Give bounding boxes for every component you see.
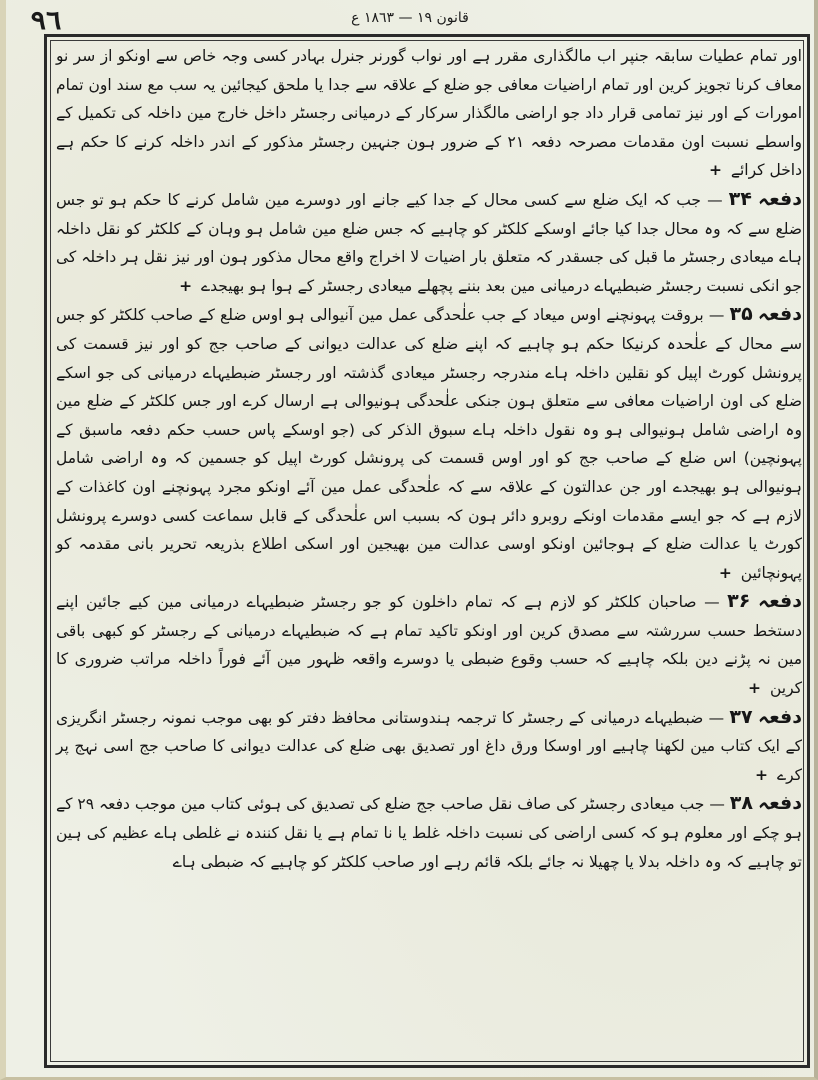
section-label: دفعہ (757, 705, 802, 728)
section-label: دفعہ (757, 303, 802, 326)
section-label: دفعہ (757, 590, 802, 613)
end-mark: + (748, 679, 762, 698)
section-number: ۳۷ (729, 705, 753, 728)
page-number: ٩٦ (30, 6, 62, 36)
section-label: دفعہ (757, 792, 802, 815)
section-37: دفعہ ۳۷ — ضبطیہاے درمیانی کے رجسٹر کا ترجمہ ہندوستانی محافظ دفتر کو بھی موجب نمونہ رجسٹر انگریزی کے ایک کتاب مین لکھنا چاہیے اور اوسکا ورق داغ اور تصدیق بھی ضلع کی عدالت دیوانی کا صاحب جج اسی نہج پر کرے + (56, 705, 802, 784)
end-mark: + (755, 765, 769, 784)
running-header: قانون ١٩ — ١٨٦٣ ع (351, 10, 469, 26)
paragraph-text: جب میعادی رجسٹر کی صاف نقل صاحب جج ضلع کی تصدیق کی ہوئی کتاب مین موجب دفعہ ۲۹ کے ہو چکے اور معلوم ہو کہ کسی اراضی کی نسبت داخلہ غلط یا نا تمام ہے یا نقل کنندہ نے غلطی ہاے عظیم کی ہین تو چاہیے کہ وہ داخلہ بدلا یا چھیلا نہ جائے بلکہ قائم رہے اور صاحب کلکٹر کو چاہیے کہ ضبطی ہاے (56, 795, 802, 871)
page-header (6, 4, 814, 34)
paragraph-text: ضبطیہاے درمیانی کے رجسٹر کا ترجمہ ہندوستانی محافظ دفتر کو بھی موجب نمونہ رجسٹر انگریزی کے ایک کتاب مین لکھنا چاہیے اور اوسکا ورق داغ اور تصدیق بھی ضلع کی عدالت دیوانی کا صاحب جج اسی نہج پر کرے (56, 708, 802, 784)
section-36: دفعہ ۳۶ — صاحبان کلکٹر کو لازم ہے کہ تمام داخلون کو جو رجسٹر ضبطیہاے درمیانی مین کیے جائین اپنے دستخط حسب سررشتہ سے مصدق کرین اور اونکو تاکید تمام ہے کہ ضبطیہاے درمیانی کے رجسٹر کو کبھی باقی مین نہ پڑنے دین بلکہ چاہیے کہ حسب وقوع ضبطی یا دوسرے واقعہ ظہور مین آئے فوراً داخلہ مراتب ضروری کا کرین + (56, 590, 802, 698)
paragraph-text: جب کہ ایک ضلع سے کسی محال کے جدا کیے جانے اور دوسرے مین شامل کرنے کا حکم ہو تو جس ضلع سے کہ وہ محال جدا کیا جائے اوسکے کلکٹر کو چاہیے کہ جس ضلع مین شامل ہو وہان کے کلکٹر کو نقل داخلہ ہاے میعادی رجسٹر ما قبل کی جسقدر کہ متعلق بار اضیات لا اخراج واقع محال مذکور ہون اور نیز نقل ہر داخلہ کی جو انکی نسبت رجسٹر ضبطیہاے درمیانی مین بعد بننے پچھلے میعادی رجسٹر کے ہوا ہو بھیجدے (56, 190, 802, 295)
document-body (50, 38, 808, 1066)
section-number: ۳۸ (729, 792, 753, 815)
paragraph-text: بروقت پہونچنے اوس میعاد کے جب علٰحدگی عمل مین آنیوالی ہو اوس ضلع کے صاحب کلکٹر کو جس سے محال کے علٰحدہ کرنیکا حکم ہو چاہیے کہ اپنے ضلع کی عدالت دیوانی کے صاحب جج کو اور نیز قسمت کی پرونشل کورٹ اپیل کو نقلین داخلہ ہاے مندرجہ رجسٹر میعادی گذشتہ اور رجسٹر ضبطیہاے درمیانی کی جو اسکے ضلع کی اون اراضیات معافی سے متعلق ہون جنکی علٰحدگی ہونیوالی ہے ارسال کرے اور جس کلکٹر کے ضلع مین وہ اراضی شامل ہونیوالی ہو وہ نقول داخلہ ہاے سبوق الذکر کی (جو اوسکے پاس حسب حکم دفعہ ماسبق کے پہونچین) اس ضلع کے صاحب جج کو اور اوس قسمت کی پرونشل کورٹ اپیل کو جسمین کہ وہ اراضی شامل ہونیوالی ہو بھیجدے اور جن عدالتون کے علاقہ سے کہ علٰحدگی عمل مین آئے اونکو مجرد پہونچنے اون کاغذات کے لازم ہے کہ جو ایسے مقدمات اونکے روبرو دائر ہون کہ بسبب اس علٰحدگی کے قابل سماعت کسی دوسرے پرونشل کورٹ یا عدالت ضلع کے ہوجائین اونکو اوسی عدالت مین بھیجین اور اسکی اطلاع بذریعہ تحریر بانی مقدمہ کو پہونچائین (56, 306, 802, 582)
section-35: دفعہ ۳۵ — بروقت پہونچنے اوس میعاد کے جب علٰحدگی عمل مین آنیوالی ہو اوس ضلع کے صاحب کلکٹر کو جس سے محال کے علٰحدہ کرنیکا حکم ہو چاہیے کہ اپنے ضلع کی عدالت دیوانی کے صاحب جج کو اور نیز قسمت کی پرونشل کورٹ اپیل کو نقلین داخلہ ہاے مندرجہ رجسٹر میعادی گذشتہ اور رجسٹر ضبطیہاے درمیانی کی جو اسکے ضلع کی اون اراضیات معافی سے متعلق ہون جنکی علٰحدگی ہونیوالی ہے ارسال کرے اور جس کلکٹر کے ضلع مین وہ اراضی شامل ہونیوالی ہو وہ نقول داخلہ ہاے سبوق الذکر کی (جو اوسکے پاس حسب حکم دفعہ ماسبق کے پہونچین) اس ضلع کے صاحب جج کو اور اوس قسمت کی پرونشل کورٹ اپیل کو جسمین کہ وہ اراضی شامل ہونیوالی ہو بھیجدے اور جن عدالتون کے علاقہ سے کہ علٰحدگی عمل مین آئے اونکو مجرد پہونچنے اون کاغذات کے لازم ہے کہ جو ایسے مقدمات اونکے روبرو دائر ہون کہ بسبب اس علٰحدگی کے قابل سماعت کسی دوسرے پرونشل کورٹ یا عدالت ضلع کے ہوجائین اونکو اوسی عدالت مین بھیجین اور اسکی اطلاع بذریعہ تحریر بانی مقدمہ کو پہونچائین + (56, 303, 802, 582)
paragraph-intro (56, 42, 802, 185)
end-mark: + (718, 563, 732, 582)
section-38: دفعہ ۳۸ — جب میعادی رجسٹر کی صاف نقل صاحب جج ضلع کی تصدیق کی ہوئی کتاب مین موجب دفعہ ۲۹ کے ہو چکے اور معلوم ہو کہ کسی اراضی کی نسبت داخلہ غلط یا نا تمام ہے یا نقل کنندہ نے غلطی ہاے عظیم کی ہین تو چاہیے کہ وہ داخلہ بدلا یا چھیلا نہ جائے بلکہ قائم رہے اور صاحب کلکٹر کو چاہیے کہ ضبطی ہاے (56, 792, 802, 871)
section-number: ۳۵ (729, 303, 753, 326)
section-number: ۳۶ (727, 590, 751, 613)
paragraph-text: اور تمام عطیات سابقہ جنپر اب مالگذاری مقرر ہے اور نواب گورنر جنرل بہادر کسی وجہ خاص سے اونکو از سر نو معاف کرنا تجویز کرین اور تمام اراضیات معافی جو ضلع کے علاقہ سے جدا یا ملحق کیجائین یہ سب مع سند اون تمام امورات کے اور نیز تمامی قرار داد جو اراضی مالگذار سرکار کے درمیانی رجسٹر داخل خارج مین داخلہ کی تکمیل کے واسطے نسبت اون مقدمات مصرحہ دفعہ ۲۱ کے ضرور ہون جنہین رجسٹر مذکور کے اندر داخلہ کرنے کا حکم ہے داخل کرائے (56, 47, 802, 180)
section-label: دفعہ (757, 187, 802, 210)
section-34: دفعہ ۳۴ — جب کہ ایک ضلع سے کسی محال کے جدا کیے جانے اور دوسرے مین شامل کرنے کا حکم ہو تو جس ضلع سے کہ وہ محال جدا کیا جائے اوسکے کلکٹر کو چاہیے کہ جس ضلع مین شامل ہو وہان کے کلکٹر کو نقل داخلہ ہاے میعادی رجسٹر ما قبل کی جسقدر کہ متعلق بار اضیات لا اخراج واقع محال مذکور ہون اور نیز نقل ہر داخلہ کی جو انکی نسبت رجسٹر ضبطیہاے درمیانی مین بعد بننے پچھلے میعادی رجسٹر کے ہوا ہو بھیجدے + (56, 187, 802, 295)
paragraph-text: صاحبان کلکٹر کو لازم ہے کہ تمام داخلون کو جو رجسٹر ضبطیہاے درمیانی مین کیے جائین اپنے دستخط حسب سررشتہ سے مصدق کرین اور اونکو تاکید تمام ہے کہ ضبطیہاے درمیانی کے رجسٹر کو کبھی باقی مین نہ پڑنے دین بلکہ چاہیے کہ حسب وقوع ضبطی یا دوسرے واقعہ ظہور مین آئے فوراً داخلہ مراتب ضروری کا کرین (56, 593, 802, 698)
end-mark: + (708, 161, 722, 180)
section-number: ۳۴ (728, 187, 752, 210)
end-mark: + (179, 276, 193, 295)
